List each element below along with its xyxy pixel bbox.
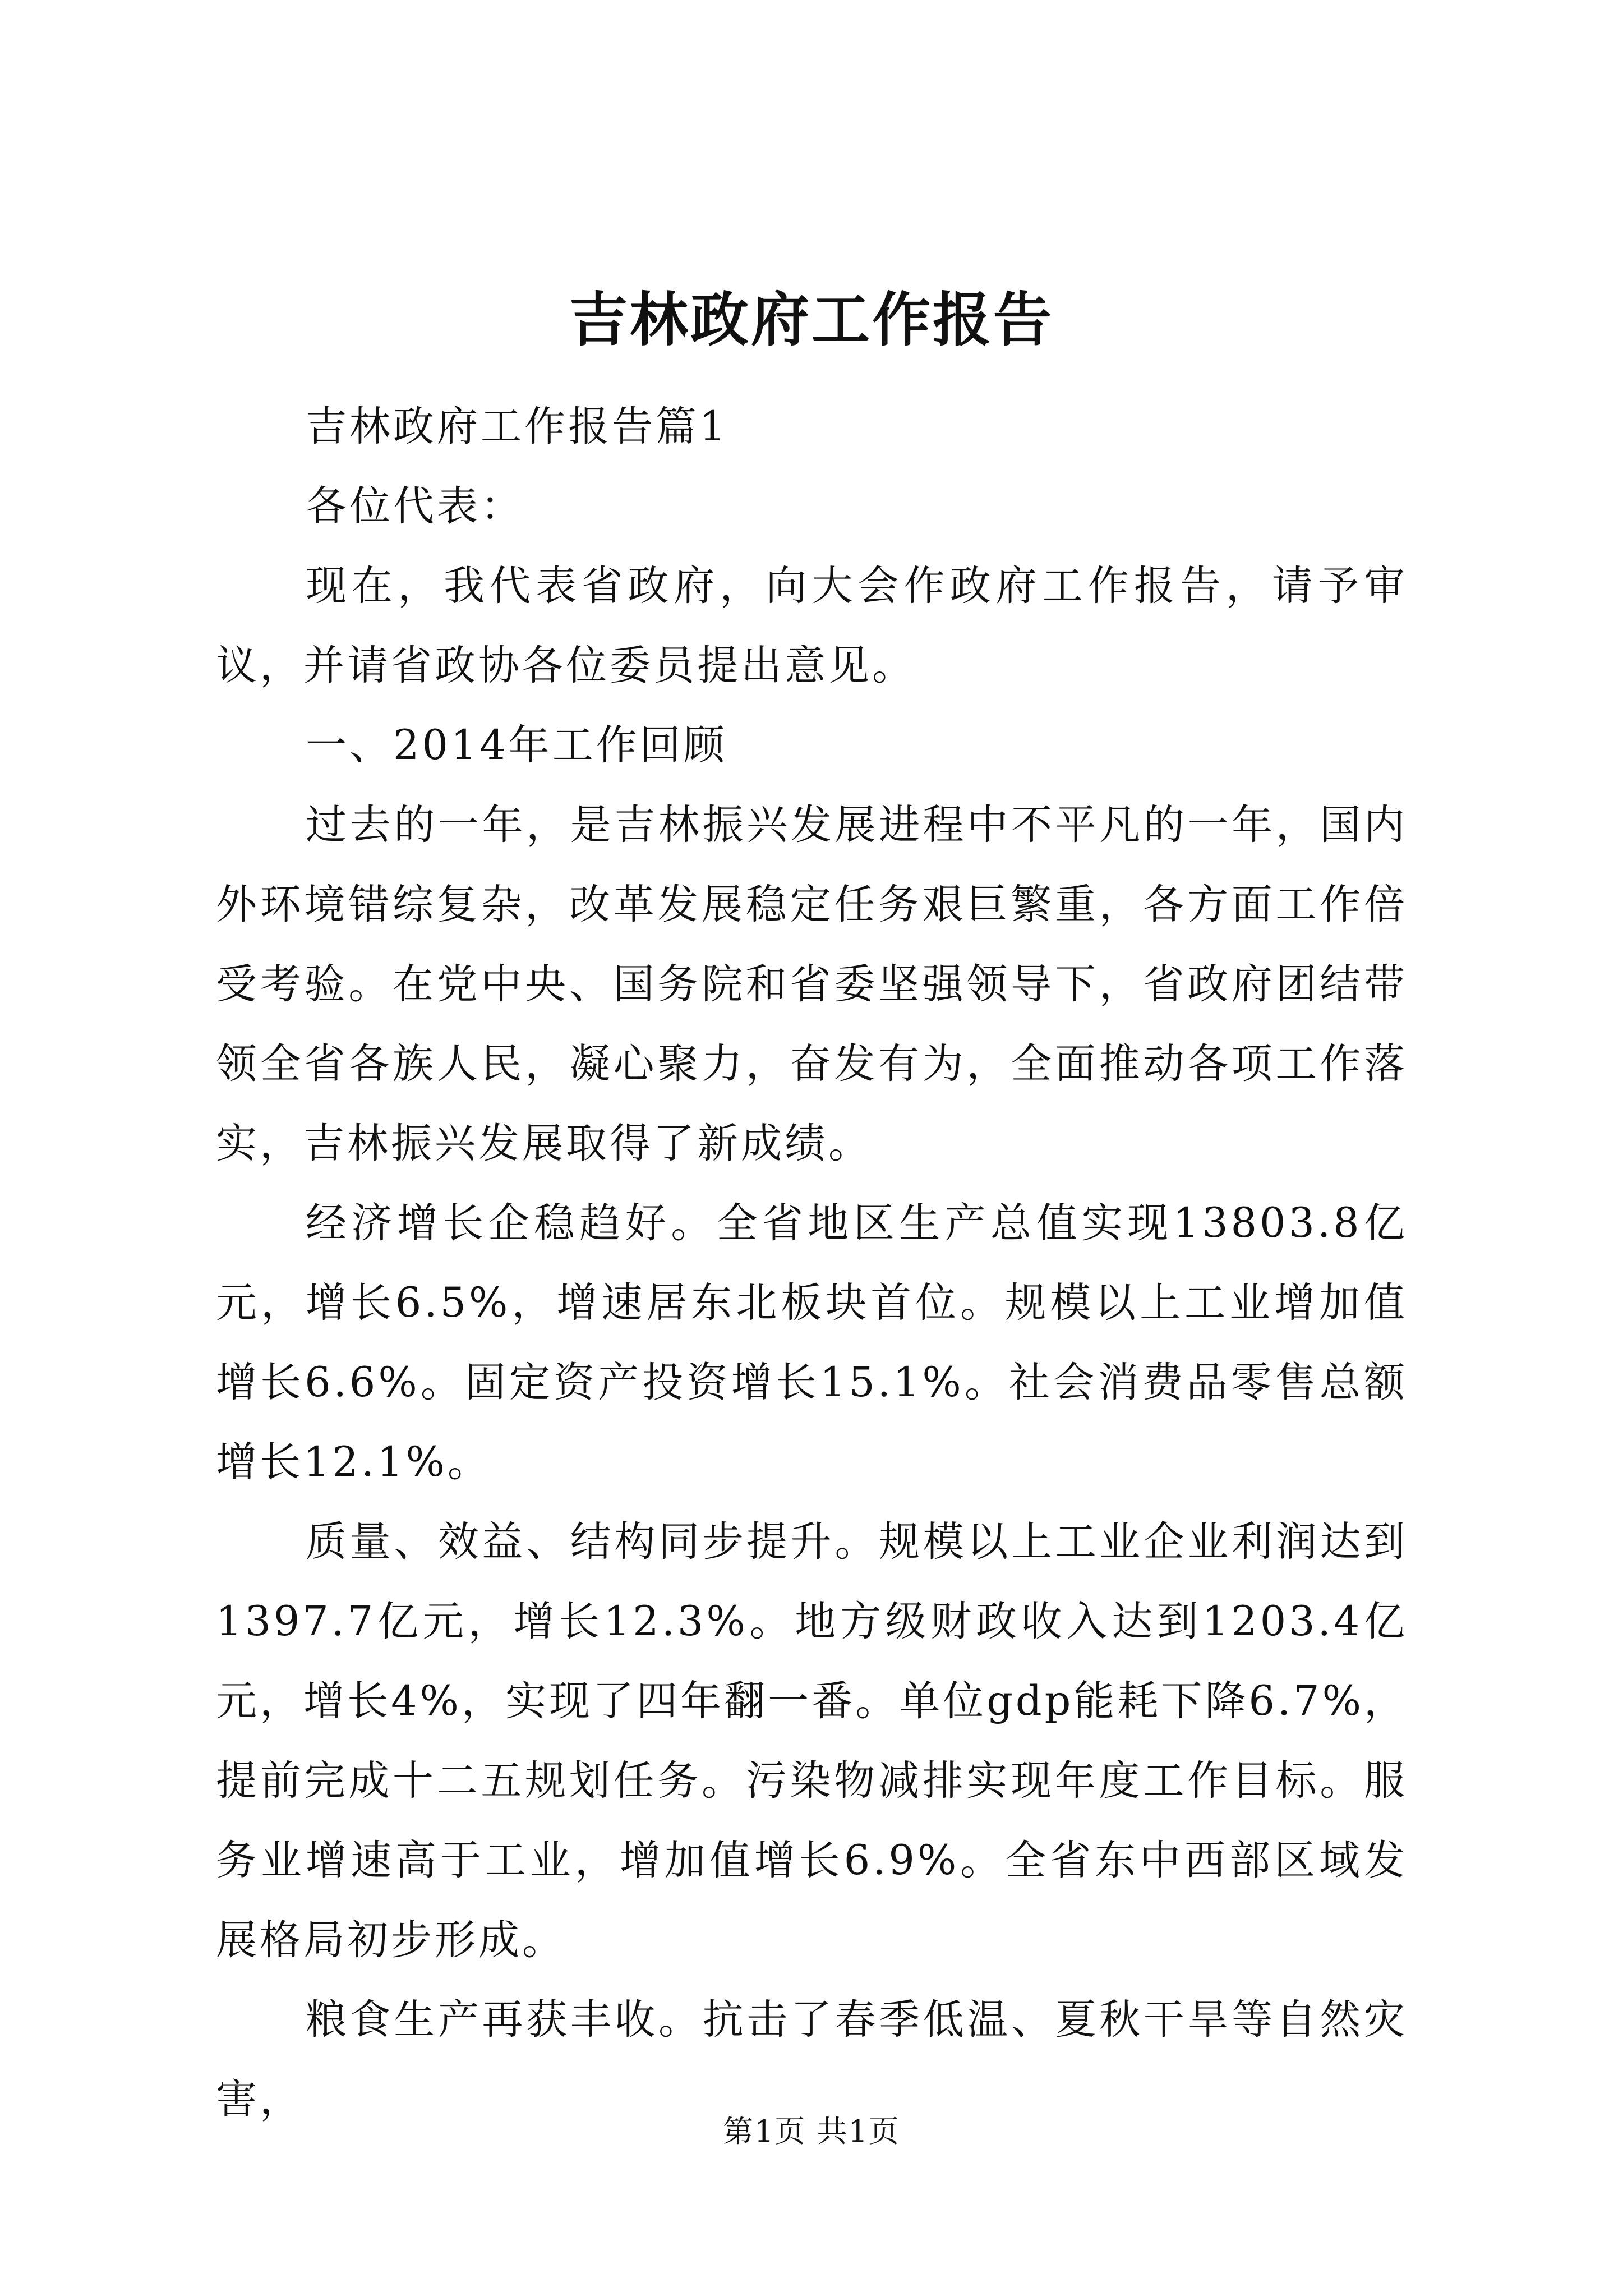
- paragraph-subtitle: 吉林政府工作报告篇1: [306, 403, 728, 450]
- document-title: 吉林政府工作报告: [569, 285, 1054, 354]
- paragraph: 过去的一年，是吉林振兴发展进程中不平凡的一年，国内外环境错综复杂，改革发展稳定任务艰巨繁重，各方面工作倍受考验。在党中央、国务院和省委坚强领导下，省政府团结带领全省各族人民，凝心聚力，奋发有为，全面推动各项工作落实，吉林振兴发展取得了新成绩。: [216, 801, 1408, 1167]
- document-body: [216, 387, 1408, 2139]
- section-heading: 一、2014年工作回顾: [306, 721, 727, 769]
- paragraph: 经济增长企稳趋好。全省地区生产总值实现13803.8亿元，增长6.5%，增速居东北板块首位。规模以上工业增加值增长6.6%。固定资产投资增长15.1%。社会消费品零售总额增长12.1%。: [216, 1199, 1408, 1486]
- page-footer: 第1页 共1页: [723, 2114, 900, 2149]
- paragraph: 粮食生产再获丰收。抗击了春季低温、夏秋干旱等自然灾害，: [216, 1996, 1408, 2123]
- paragraph: 现在，我代表省政府，向大会作政府工作报告，请予审议，并请省政协各位委员提出意见。: [216, 562, 1408, 689]
- paragraph-salutation: 各位代表：: [306, 482, 524, 530]
- paragraph: 质量、效益、结构同步提升。规模以上工业企业利润达到1397.7亿元，增长12.3%。地方级财政收入达到1203.4亿元，增长4%，实现了四年翻一番。单位gdp能耗下降6.7%，提前完成十二五规划任务。污染物减排实现年度工作目标。服务业增速高于工业，增加值增长6.9%。全省东中西部区域发展格局初步形成。: [216, 1518, 1408, 1964]
